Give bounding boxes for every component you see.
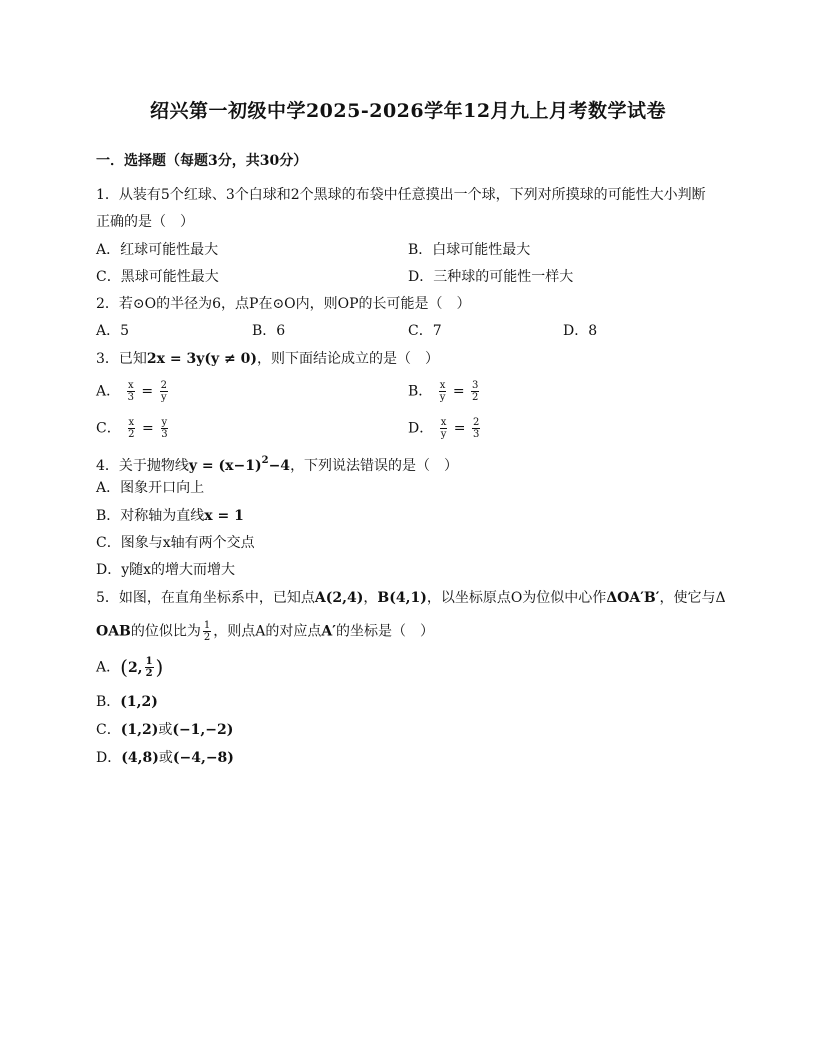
q2-stem: 2．若⊙O的半径为6，点P在⊙O内，则OP的长可能是（ ）	[96, 296, 471, 312]
q3-option-d	[408, 417, 482, 440]
q4-option-b	[96, 506, 244, 526]
q3-option-c	[96, 417, 171, 440]
q4-option-c: C．图象与x轴有两个交点	[96, 535, 255, 551]
q3-equation: 2x = 3y(y ≠ 0)	[146, 351, 257, 367]
q3-option-b-label: B．	[408, 383, 433, 400]
section-heading: 一．选择题（每题3分，共30分）	[96, 153, 308, 169]
q3-stem	[96, 349, 439, 369]
equals-sign: =	[142, 420, 154, 437]
q3-option-c-label: C．	[96, 420, 121, 437]
fraction: $\frac{1}{2}$	[145, 656, 153, 679]
q5-stem-line1: 5．如图，在直角坐标系中，已知点A(2,4)，B(4,1)，以坐标原点O为位似中心作ΔOA′B′，使它与Δ	[96, 590, 726, 606]
q1-option-b: B．白球可能性最大	[408, 242, 531, 258]
q3-option-a	[96, 380, 170, 403]
q4-stem	[96, 451, 458, 476]
q4-parabola: $y = (x-1)^2-4$	[188, 455, 291, 474]
q4-stem-post: ，下列说法错误的是（ ）	[290, 458, 459, 474]
q3-option-d-label: D．	[408, 420, 434, 437]
fraction: $\frac{1}{2}$	[203, 620, 211, 643]
q1-stem-line2: 正确的是（ ）	[96, 214, 194, 230]
fraction: $\frac{x}{2}$	[128, 417, 135, 440]
q5-option-a: A．(2, $\frac{1}{2}$ )	[96, 654, 164, 679]
q4-option-d: D．y随x的增大而增大	[96, 562, 236, 578]
q3-option-a-label: A．	[96, 383, 121, 400]
q2-option-c: C．7	[408, 323, 442, 339]
q2-option-d: D．8	[563, 323, 598, 339]
q1-option-a: A．红球可能性最大	[96, 242, 219, 258]
q1-option-c: C．黑球可能性最大	[96, 269, 219, 285]
q4-option-a: A．图象开口向上	[96, 480, 205, 496]
equals-sign: =	[141, 383, 154, 400]
q3-stem-pre: 3．已知	[96, 351, 147, 367]
exam-title: 绍兴第一初级中学2025-2026学年12月九上月考数学试卷	[149, 100, 667, 122]
fraction: $\frac{2}{3}$	[472, 417, 480, 440]
q3-stem-post: ，则下面结论成立的是（ ）	[256, 351, 439, 367]
q4-option-b-expr: x = 1	[204, 508, 244, 524]
q2-option-a: A．5	[96, 323, 130, 339]
q4-stem-pre: 4．关于抛物线	[96, 458, 189, 474]
q5-option-b: B．(1,2)	[96, 694, 158, 710]
q3-option-b	[408, 380, 481, 403]
fraction: $\frac{2}{y}$	[160, 380, 167, 403]
fraction: $\frac{x}{y}$	[440, 417, 447, 440]
equals-sign: =	[452, 383, 465, 400]
q4-option-b-text: B．对称轴为直线	[96, 508, 205, 524]
fraction: $\frac{3}{2}$	[472, 380, 479, 403]
q1-option-d: D．三种球的可能性一样大	[408, 269, 574, 285]
q2-option-b: B．6	[252, 323, 286, 339]
fraction: $\frac{y}{3}$	[161, 417, 168, 440]
q5-option-c: C．(1,2)或(−1,−2)	[96, 722, 234, 738]
q5-option-d: D．(4,8)或(−4,−8)	[96, 750, 234, 766]
fraction: $\frac{x}{y}$	[439, 380, 446, 403]
q1-stem-line1: 1．从装有5个红球、3个白球和2个黑球的布袋中任意摸出一个球，下列对所摸球的可能性大小判断	[96, 187, 706, 203]
equals-sign: =	[453, 420, 466, 437]
q5-stem-line2: OAB的位似比为 $\frac{1}{2}$ ，则点A的对应点A′的坐标是（ ）	[96, 620, 434, 643]
fraction: $\frac{x}{3}$	[127, 380, 134, 403]
